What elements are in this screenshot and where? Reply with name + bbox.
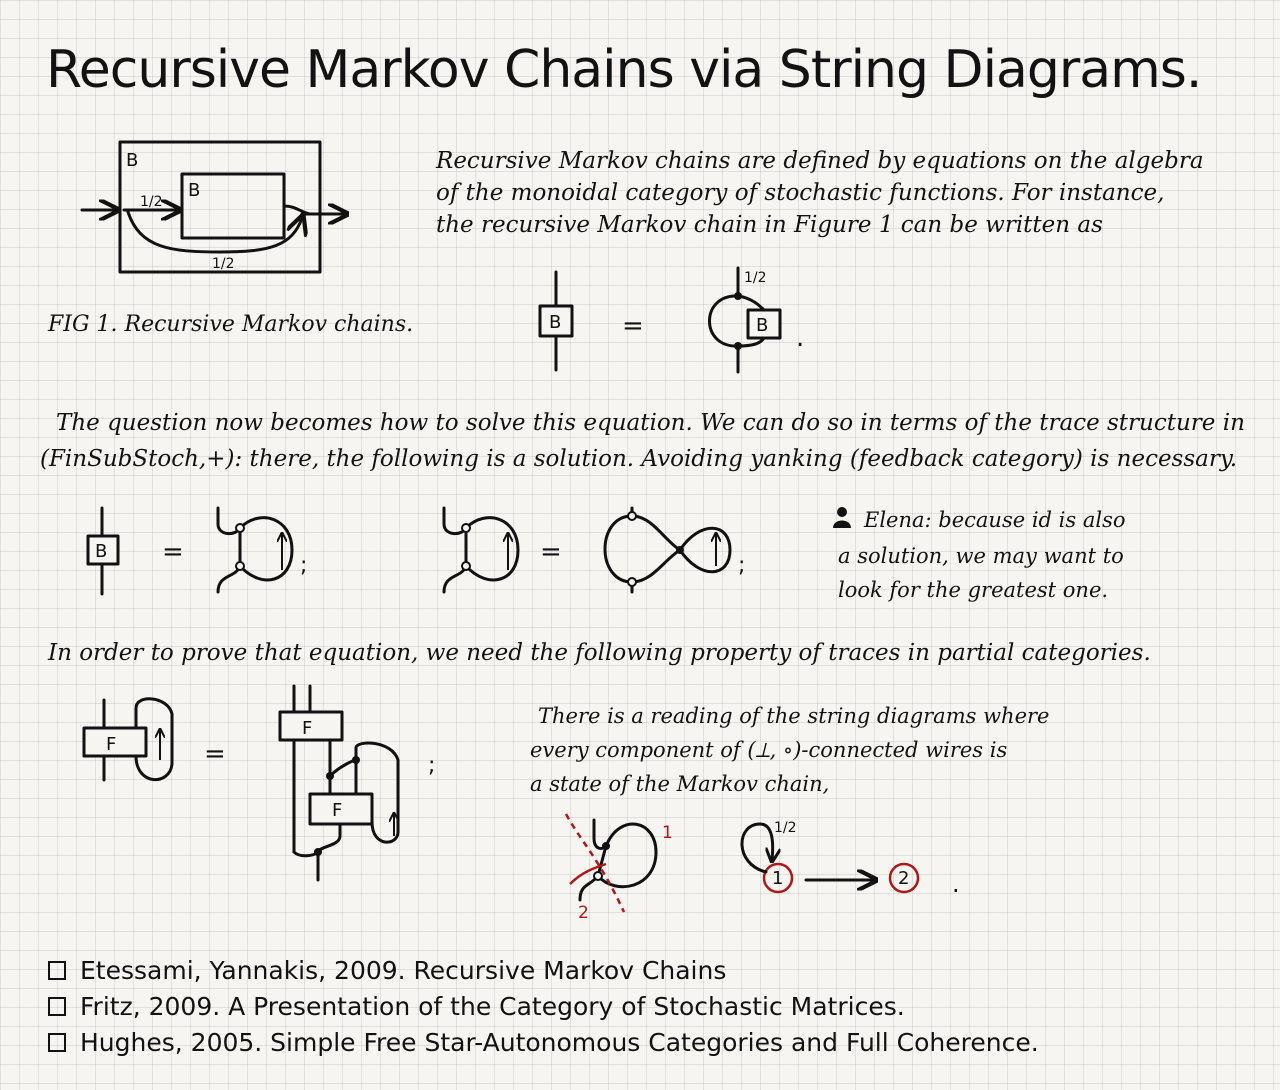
eq3-separator: ; (428, 753, 436, 778)
eq2-trace2-loop (466, 518, 518, 580)
eq2-right-lobe (680, 528, 730, 572)
eq2-fig8-node-mid (676, 546, 684, 554)
eq3-rhs-box-bottom-label: F (332, 800, 343, 821)
inner-box-label: B (188, 180, 201, 201)
eq2-trace2-bottom (444, 566, 466, 592)
cut-diagram (566, 814, 673, 923)
eq2-equals-1: = (162, 537, 184, 567)
eq2-separator-1: ; (300, 553, 308, 578)
eq1-rhs-right-top (738, 296, 764, 310)
figure-caption: FIG 1. Recursive Markov chains. (48, 312, 414, 337)
note-line-2: a solution, we may want to (838, 544, 1124, 568)
eq1-rhs-left-loop (710, 296, 739, 346)
eq1-lhs-box-label: B (549, 312, 562, 333)
eq2-trace1-node-bottom (236, 562, 244, 570)
proof-intro: In order to prove that equation, we need the following property of traces in partial categories. (48, 640, 1151, 666)
note-line-1: Elena: because id is also (864, 508, 1126, 532)
cut-region-1: 1 (662, 823, 673, 843)
markov-chain (742, 820, 960, 898)
eq2-fig8-node-top (628, 512, 636, 520)
prob-bottom-label: 1/2 (212, 256, 235, 272)
eq1-rhs-box-label: B (756, 315, 769, 336)
eq2-fig8-node-bottom (628, 578, 636, 586)
eq1-period: . (796, 323, 805, 353)
eq2-trace2-node-top (462, 524, 470, 532)
state-1-label: 1 (772, 868, 784, 889)
self-loop-arrow (742, 824, 773, 872)
equation-3 (84, 686, 435, 880)
eq2-equals-2: = (540, 537, 562, 567)
note-line-3: look for the greatest one. (838, 578, 1109, 602)
eq2-left-lobe (605, 516, 680, 582)
eq2-trace1-loop (240, 518, 292, 580)
question-line-2: (FinSubStoch,+): there, the following is a solution. Avoiding yanking (feedback category) is necessary. (40, 446, 1238, 472)
self-loop-prob: 1/2 (774, 820, 797, 836)
figure-1-diagram (82, 142, 345, 272)
reference-2-text: Fritz, 2009. A Presentation of the Category of Stochastic Matrices. (80, 992, 905, 1021)
intro-line-3: the recursive Markov chain in Figure 1 can be written as (436, 212, 1103, 238)
reading-line-2: every component of (⟂, ∘)-connected wires is (530, 738, 1008, 762)
equation-2 (88, 508, 745, 594)
page-title: Recursive Markov Chains via String Diagrams. (46, 40, 1202, 100)
outer-box-label: B (126, 150, 139, 171)
reference-1-text: Etessami, Yannakis, 2009. Recursive Markov Chains (80, 956, 727, 985)
eq3-rhs-box-top-label: F (302, 718, 313, 739)
eq1-prob-label: 1/2 (744, 270, 767, 286)
prob-top-label: 1/2 (140, 194, 163, 210)
eq1-merge-node (734, 342, 742, 350)
bypass-path (128, 212, 302, 252)
eq2-trace2-node-bottom (462, 562, 470, 570)
equation-1 (540, 268, 804, 372)
eq3-equals: = (204, 739, 226, 769)
eq3-rhs-branch (330, 760, 356, 794)
reading-line-3: a state of the Markov chain, (530, 772, 830, 796)
eq3-lhs-box-label: F (106, 734, 117, 755)
person-icon (833, 507, 851, 528)
eq2-separator-2: ; (738, 553, 746, 578)
eq3-rhs-output (294, 852, 318, 880)
eq2-trace1-bottom (218, 566, 240, 592)
eq1-split-node (734, 292, 742, 300)
eq3-rhs-lower-path (318, 824, 340, 852)
eq2-trace1-node-top (236, 524, 244, 532)
markov-period: . (952, 870, 960, 898)
eq1-equals: = (622, 311, 644, 341)
cut-loop (598, 824, 656, 887)
reference-3-text: Hughes, 2005. Simple Free Star-Autonomous Categories and Full Coherence. (80, 1028, 1039, 1057)
cut-node-bottom (594, 872, 602, 880)
eq2-lhs-box-label: B (95, 541, 108, 562)
intro-line-2: of the monoidal category of stochastic functions. For instance, (436, 180, 1165, 206)
state-2-label: 2 (898, 868, 910, 889)
question-line-1: The question now becomes how to solve this equation. We can do so in terms of the trace structure in (56, 410, 1245, 436)
intro-line-1: Recursive Markov chains are defined by equations on the algebra (436, 148, 1204, 174)
cut-region-2: 2 (578, 903, 589, 923)
reading-line-1: There is a reading of the string diagrams where (538, 704, 1050, 728)
cut-node-top (602, 842, 610, 850)
